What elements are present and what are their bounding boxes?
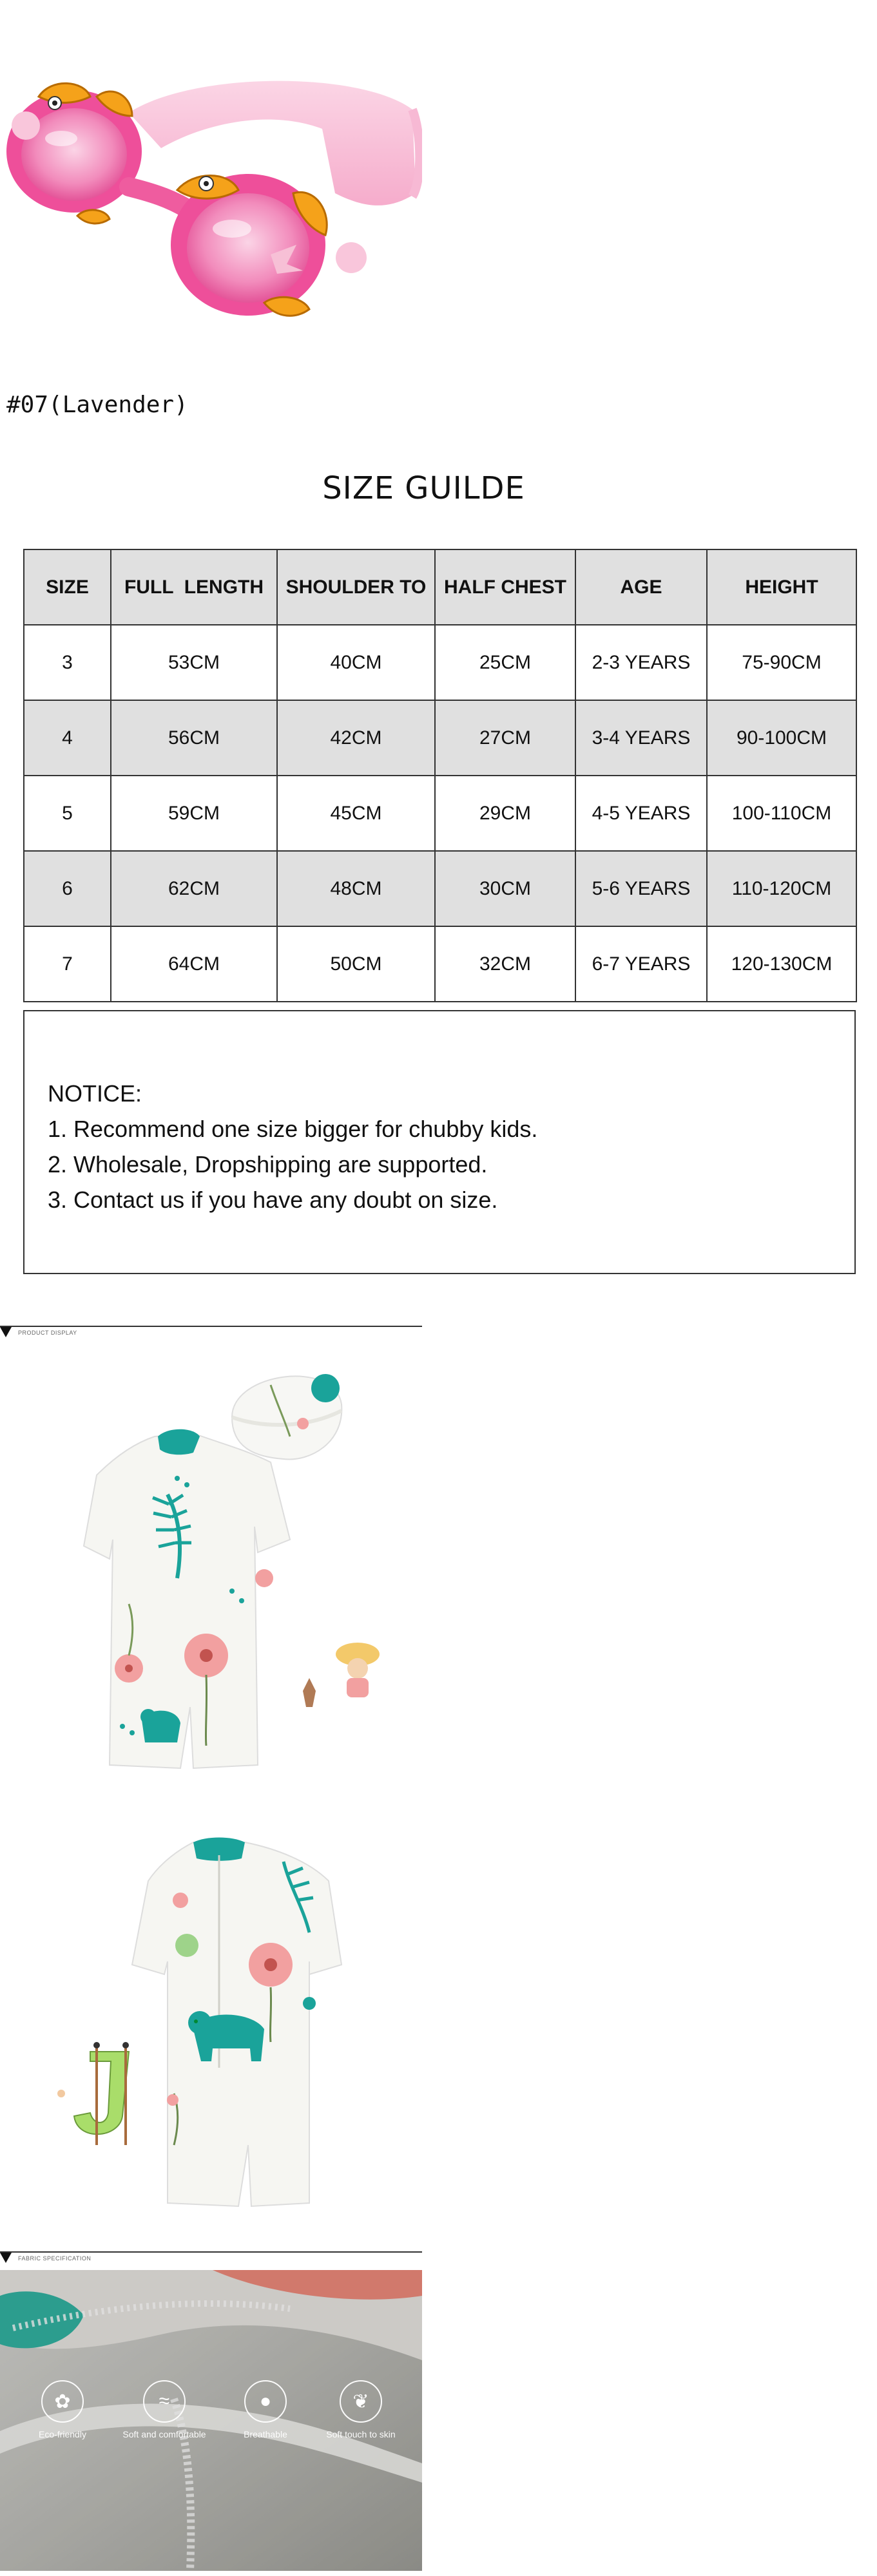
cell-height: 110-120CM [707, 851, 856, 926]
column-header-size: SIZE [24, 549, 111, 625]
triangle-marker-icon [0, 2253, 12, 2263]
cell-shoulder: 40CM [277, 625, 435, 700]
cell-shoulder: 42CM [277, 700, 435, 776]
notice-heading: NOTICE: [48, 1080, 142, 1107]
cell-half-chest: 27CM [435, 700, 575, 776]
size-guide-title: SIZE GUILDE [322, 470, 525, 506]
column-header-half-chest: HALF CHEST [435, 549, 575, 625]
feature-label: Soft touch to skin [326, 2429, 396, 2439]
column-header-age: AGE [575, 549, 707, 625]
cell-shoulder: 45CM [277, 776, 435, 851]
variant-label: #07(Lavender) [6, 392, 188, 418]
notice-box [23, 1010, 856, 1274]
cell-height: 120-130CM [707, 926, 856, 1002]
divider [0, 2251, 422, 2253]
notice-line: 1. Recommend one size bigger for chubby kids. [48, 1116, 538, 1142]
fabric-spec-header [0, 2251, 422, 2266]
swimsuit-with-cap-illustration [0, 1346, 422, 1797]
section-caption: PRODUCT DISPLAY [18, 1330, 77, 1336]
cell-size: 3 [24, 625, 111, 700]
product-image-swimsuit-front [0, 1346, 422, 1797]
cell-half-chest: 32CM [435, 926, 575, 1002]
leaf-icon: ❦ [340, 2380, 382, 2423]
column-header-full-length: FULL LENGTH [111, 549, 277, 625]
column-header-height: HEIGHT [707, 549, 856, 625]
cell-size: 6 [24, 851, 111, 926]
cell-full-length: 56CM [111, 700, 277, 776]
table-row [24, 625, 856, 700]
cell-size: 5 [24, 776, 111, 851]
cell-age: 6-7 YEARS [575, 926, 707, 1002]
cell-full-length: 62CM [111, 851, 277, 926]
notice-line: 3. Contact us if you have any doubt on size. [48, 1187, 498, 1213]
cell-full-length: 53CM [111, 625, 277, 700]
table-row [24, 851, 856, 926]
wave-icon: ≈ [143, 2380, 186, 2423]
cell-age: 3-4 YEARS [575, 700, 707, 776]
section-caption: FABRIC SPECIFICATION [18, 2255, 92, 2262]
table-row [24, 926, 856, 1002]
feature-label: Soft and comfortable [122, 2429, 206, 2439]
notice-line: 2. Wholesale, Dropshipping are supported. [48, 1151, 488, 1178]
cell-size: 7 [24, 926, 111, 1002]
product-display-header [0, 1326, 422, 1340]
product-image-swimsuit-back [0, 1823, 422, 2222]
cell-age: 4-5 YEARS [575, 776, 707, 851]
feature-soft-comfortable [119, 2380, 209, 2439]
product-image-goggles [0, 0, 422, 419]
swimsuit-back-illustration [0, 1823, 422, 2222]
cell-size: 4 [24, 700, 111, 776]
cell-age: 2-3 YEARS [575, 625, 707, 700]
clover-icon: ✿ [41, 2380, 84, 2423]
drop-icon: ● [244, 2380, 287, 2423]
feature-label: Eco-friendly [39, 2429, 86, 2439]
column-header-shoulder: SHOULDER TO [277, 549, 435, 625]
cell-half-chest: 25CM [435, 625, 575, 700]
cell-full-length: 64CM [111, 926, 277, 1002]
cell-half-chest: 30CM [435, 851, 575, 926]
cell-height: 90-100CM [707, 700, 856, 776]
feature-eco-friendly [17, 2380, 108, 2439]
triangle-marker-icon [0, 1327, 12, 1337]
size-guide-table [23, 549, 857, 1002]
feature-breathable [220, 2380, 311, 2439]
cell-full-length: 59CM [111, 776, 277, 851]
feature-soft-touch [316, 2380, 406, 2439]
cell-half-chest: 29CM [435, 776, 575, 851]
crab-swim-goggles-illustration [0, 0, 422, 419]
table-header-row [24, 549, 856, 625]
divider [0, 1326, 422, 1327]
cell-age: 5-6 YEARS [575, 851, 707, 926]
cell-height: 100-110CM [707, 776, 856, 851]
table-row [24, 700, 856, 776]
cell-shoulder: 48CM [277, 851, 435, 926]
table-row [24, 776, 856, 851]
cell-height: 75-90CM [707, 625, 856, 700]
feature-label: Breathable [244, 2429, 287, 2439]
cell-shoulder: 50CM [277, 926, 435, 1002]
